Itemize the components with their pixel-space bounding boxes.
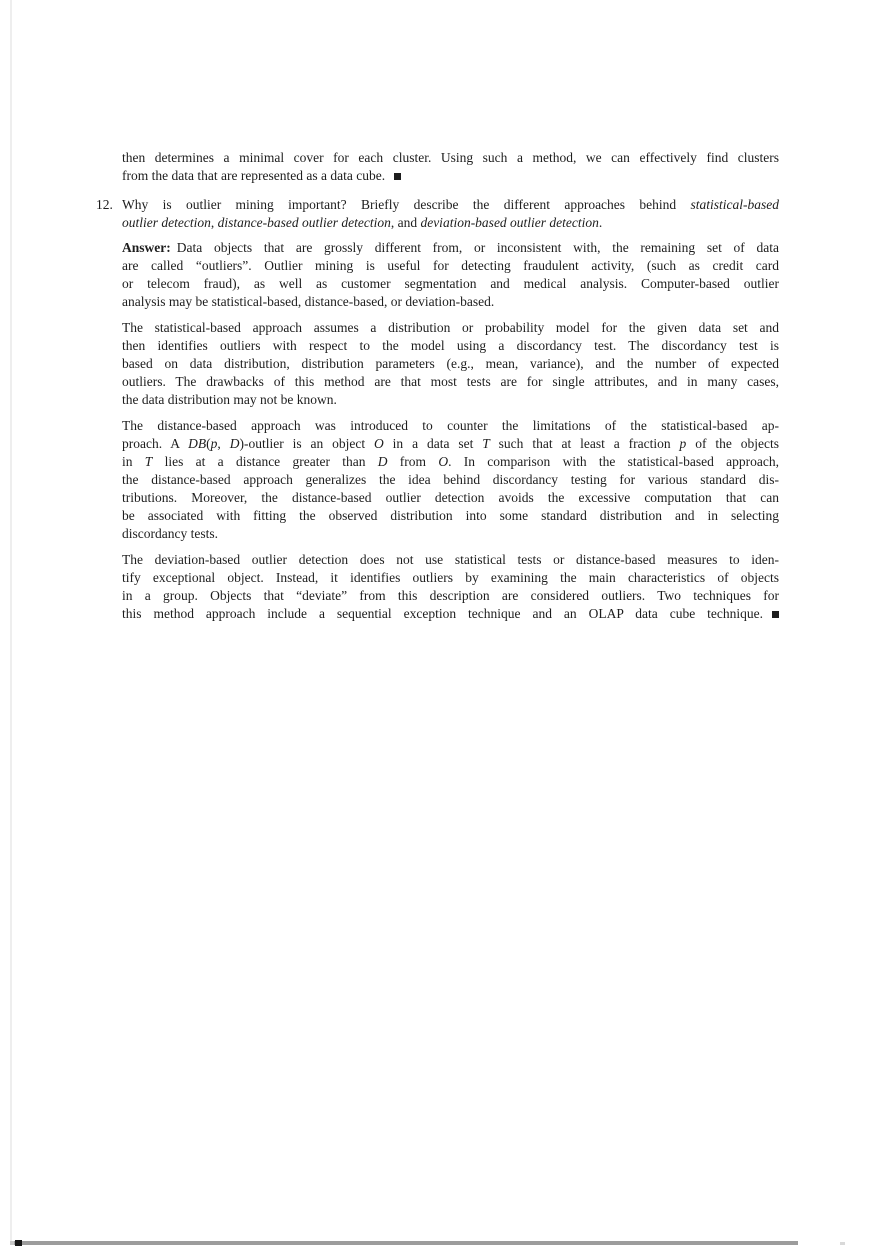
text-segment: tributions. Moreover, the distance-based outlier detection avoids the excessive computation that can (122, 490, 779, 505)
text-segment: . (598, 215, 603, 230)
text-block (96, 149, 779, 623)
text-segment: D (377, 454, 388, 469)
text-segment: this method approach include a sequential exception technique and an OLAP data cube technique. (122, 606, 763, 621)
text-segment: T (144, 454, 153, 469)
text-segment: p (210, 436, 218, 451)
text-segment: Data objects that are grossly different from, or inconsistent with, the remaining set of data (176, 240, 779, 255)
text-line (122, 214, 779, 232)
text-segment: p (679, 436, 687, 451)
text-line (122, 453, 779, 471)
text-line (122, 417, 779, 435)
text-line (122, 167, 779, 185)
text-segment: T (482, 436, 490, 451)
scan-left-edge-artifact (10, 0, 12, 1243)
text-line (122, 587, 779, 605)
text-segment: ( (206, 436, 211, 451)
text-line (122, 257, 779, 275)
text-line (122, 373, 779, 391)
text-segment: distance-based outlier detection (217, 215, 391, 230)
text-segment: DB (188, 436, 207, 451)
text-segment: of the objects (686, 436, 779, 451)
text-segment: be associated with fitting the observed distribution into some standard distribution and in selecting (122, 508, 779, 523)
paragraph-cluster-conclusion (122, 149, 779, 185)
text-segment: The statistical-based approach assumes a distribution or probability model for the given data set and (122, 320, 779, 335)
text-line (122, 196, 779, 214)
text-segment: , (210, 215, 218, 230)
distance-approach-paragraph (122, 417, 779, 543)
question-text (122, 196, 779, 232)
answer-overview-paragraph (122, 239, 779, 311)
text-line (122, 435, 779, 453)
text-segment: discordancy tests. (122, 526, 218, 541)
text-segment: outliers. The drawbacks of this method are that most tests are for single attributes, and in many cases, (122, 374, 779, 389)
text-segment: or telecom fraud), as well as customer segmentation and medical analysis. Computer-based outlier (122, 276, 779, 291)
text-segment: outlier detection (122, 215, 211, 230)
text-line (122, 149, 779, 167)
text-line (122, 337, 779, 355)
exercise-item-12 (96, 196, 779, 232)
text-segment: analysis may be statistical-based, distance-based, or deviation-based. (122, 294, 495, 309)
text-line (122, 489, 779, 507)
scan-dot-artifact (840, 1242, 845, 1245)
text-segment: in a data set (383, 436, 483, 451)
text-segment: D (229, 436, 240, 451)
text-segment: are called “outliers”. Outlier mining is useful for detecting fraudulent activity, (such as credit card (122, 258, 779, 273)
text-segment: in a group. Objects that “deviate” from this description are considered outliers. Two techniques for (122, 588, 779, 603)
text-line (122, 355, 779, 373)
text-segment: )-outlier is an object (239, 436, 375, 451)
text-segment: Why is outlier mining important? Briefly describe the different approaches behind (122, 197, 691, 212)
text-segment: The deviation-based outlier detection does not use statistical tests or distance-based measures to iden- (122, 552, 779, 567)
text-segment: The distance-based approach was introduced to counter the limitations of the statistical-based ap- (122, 418, 779, 433)
text-segment: . In comparison with the statistical-based approach, (448, 454, 779, 469)
text-segment: Answer: (122, 240, 171, 255)
text-segment: proach. A (122, 436, 189, 451)
text-segment: the data distribution may not be known. (122, 392, 337, 407)
text-segment: in (122, 454, 145, 469)
text-segment: such that at least a fraction (489, 436, 680, 451)
text-line (122, 293, 779, 311)
statistical-approach-paragraph (122, 319, 779, 409)
text-line (122, 319, 779, 337)
text-segment: tify exceptional object. Instead, it identifies outliers by examining the main characteristics of objects (122, 570, 779, 585)
text-segment: , (217, 436, 230, 451)
text-segment: then identifies outliers with respect to the model using a discordancy test. The discordancy test is (122, 338, 779, 353)
text-line (122, 471, 779, 489)
text-segment: O (374, 436, 384, 451)
text-line (122, 551, 779, 569)
text-line (122, 525, 779, 543)
text-segment: deviation-based outlier detection (420, 215, 599, 230)
text-line (122, 507, 779, 525)
text-segment: , and (390, 215, 421, 230)
text-line (122, 239, 779, 257)
end-of-answer-square (772, 611, 779, 618)
text-segment: then determines a minimal cover for each cluster. Using such a method, we can effectively find clusters (122, 150, 779, 165)
scan-speck-artifact (10, 1241, 14, 1245)
text-segment: lies at a distance greater than (152, 454, 378, 469)
scan-bottom-bar-artifact (10, 1241, 798, 1245)
end-of-answer-square (394, 173, 401, 180)
text-segment: statistical-based (690, 197, 779, 212)
item-number: 12. (96, 197, 113, 212)
text-segment: from (387, 454, 439, 469)
text-segment: from the data that are represented as a data cube. (122, 168, 386, 183)
text-line (122, 275, 779, 293)
text-line (122, 605, 779, 623)
deviation-approach-paragraph (122, 551, 779, 623)
text-line (122, 391, 779, 409)
text-segment: the distance-based approach generalizes the idea behind discordancy testing for various standard dis- (122, 472, 779, 487)
text-segment: O (438, 454, 449, 469)
text-line (122, 569, 779, 587)
text-segment: based on data distribution, distribution parameters (e.g., mean, variance), and the number of expected (122, 356, 779, 371)
scan-tick-artifact (15, 1240, 22, 1246)
